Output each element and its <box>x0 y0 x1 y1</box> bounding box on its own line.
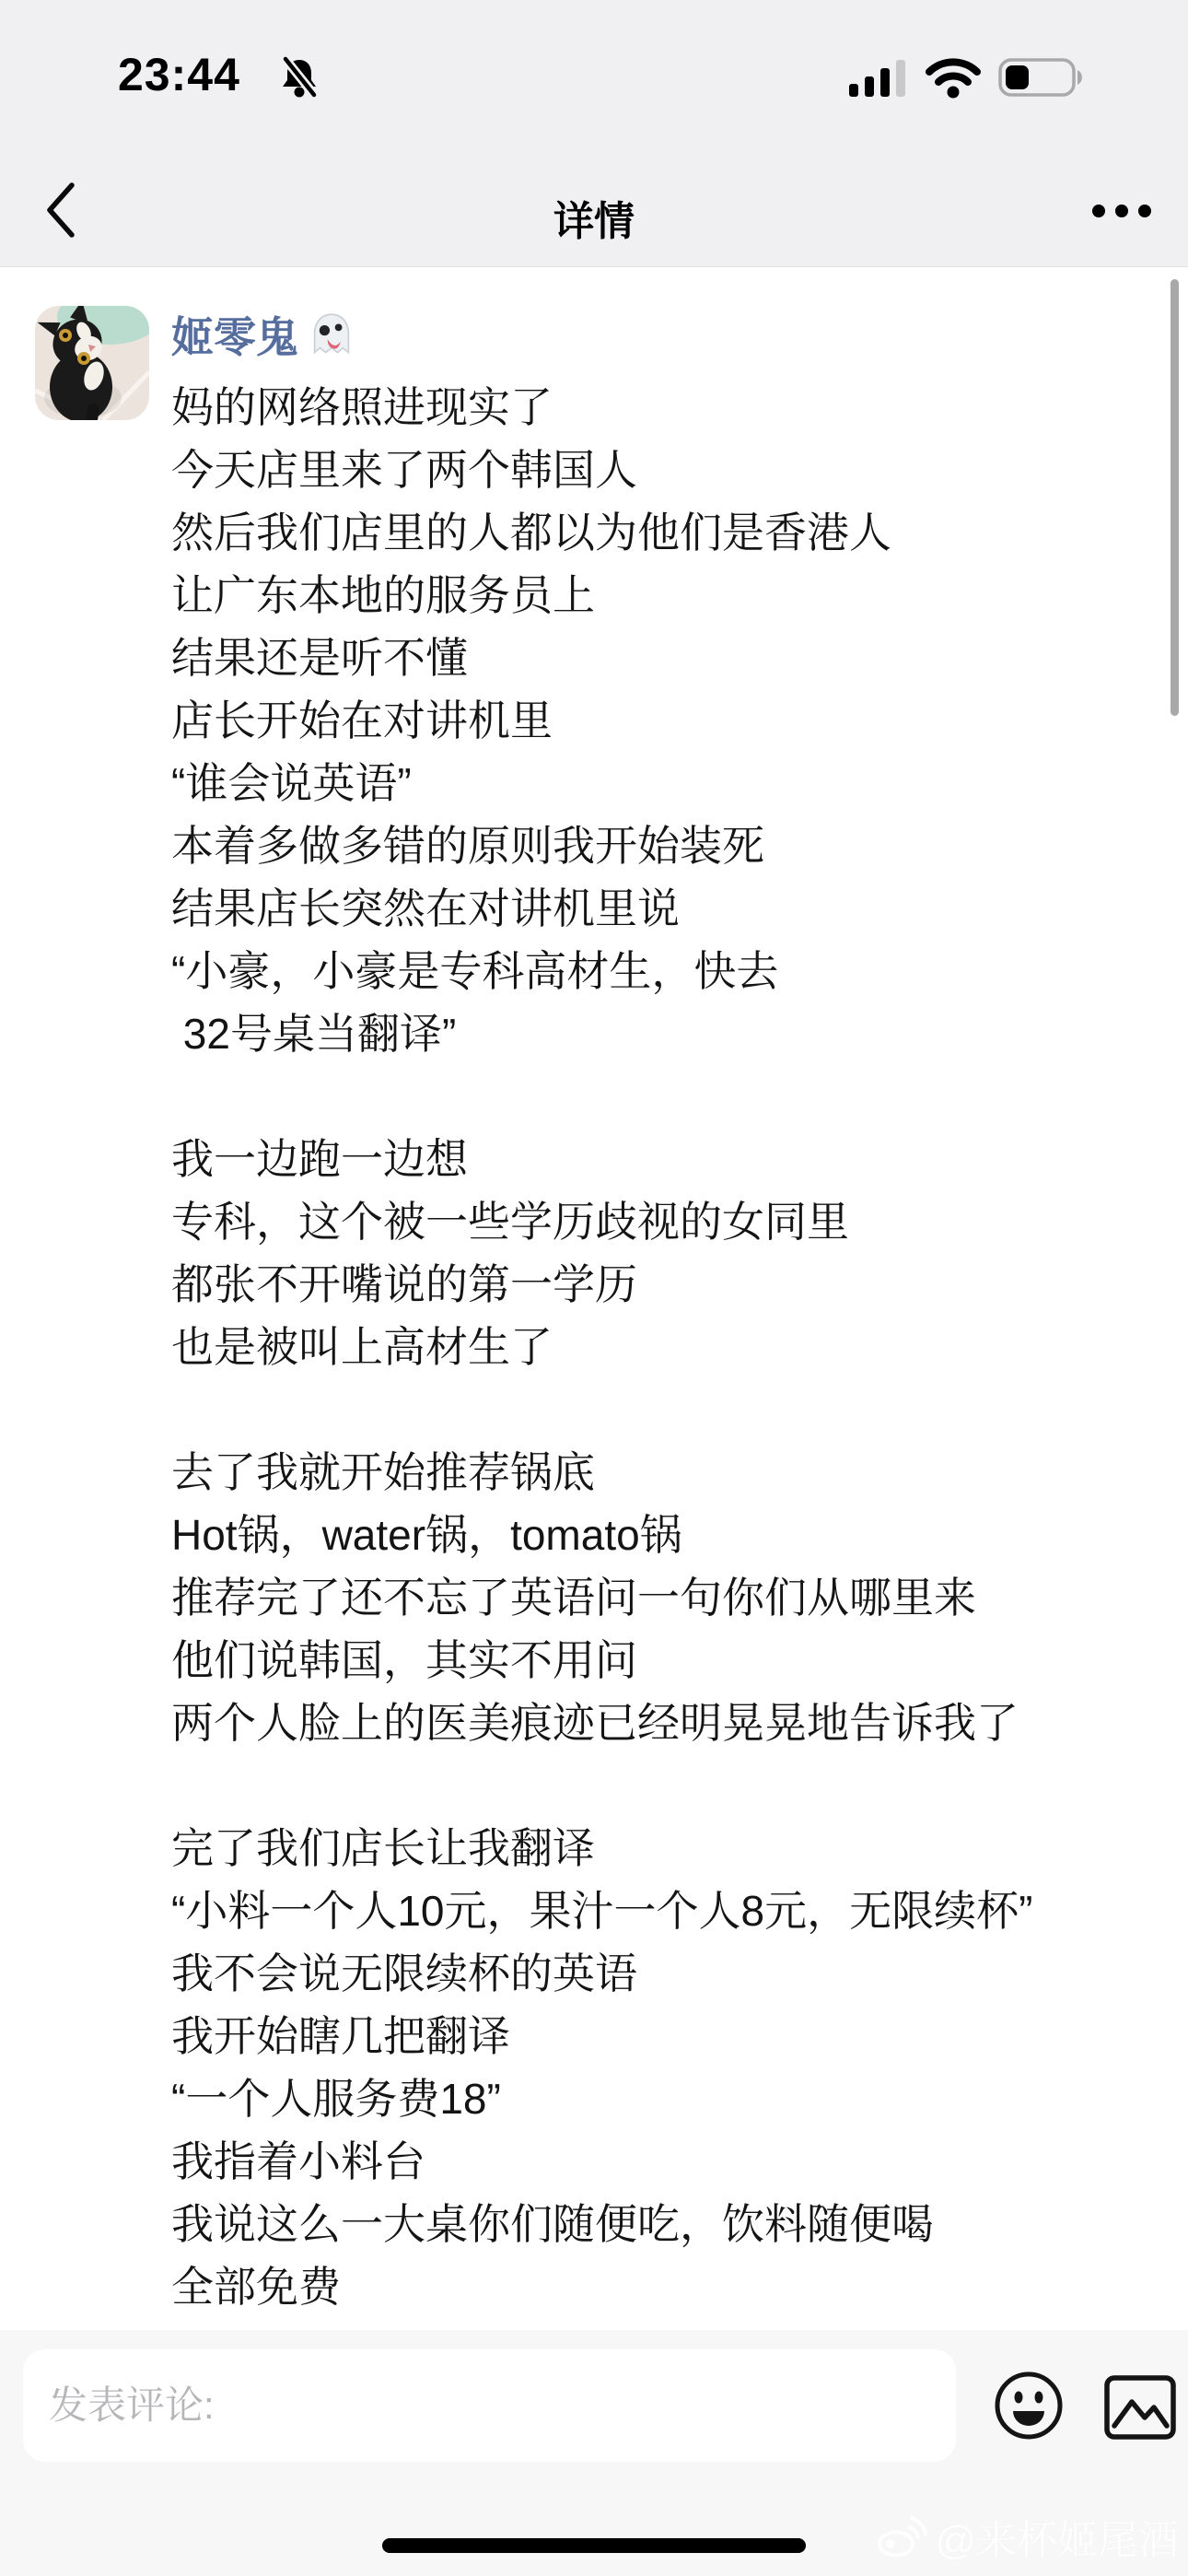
ellipsis-dot <box>1092 205 1105 217</box>
post-line: 我指着小料台 <box>171 2137 425 2185</box>
status-time: 23:44 <box>118 49 240 100</box>
post-line: Hot锅，water锅，tomato锅 <box>171 1511 682 1559</box>
post-line: 我说这么一大桌你们随便吃，饮料随便喝 <box>171 2200 934 2248</box>
watermark <box>876 2507 1179 2566</box>
post-line: 今天店里来了两个韩国人 <box>171 446 637 494</box>
post-content <box>0 267 1188 2330</box>
post-line: “小料一个人10元，果汁一个人8元，无限续杯” <box>171 1887 1033 1935</box>
comment-bar <box>0 2330 1188 2576</box>
post-line: 店长开始在对讲机里 <box>171 697 553 744</box>
cellular-signal-icon <box>849 58 908 97</box>
username-row[interactable] <box>171 308 355 361</box>
post-line: 他们说韩国，其实不用问 <box>171 1636 637 1684</box>
post-line: 妈的网络照进现实了 <box>171 383 553 431</box>
ellipsis-dot <box>1115 205 1128 217</box>
post-line: 32号桌当翻译” <box>171 1010 457 1058</box>
battery-icon <box>998 56 1085 99</box>
post-line: 结果还是听不懂 <box>171 634 468 682</box>
wifi-icon <box>925 56 982 99</box>
post-line: 全部免费 <box>171 2263 341 2311</box>
post-line: 专科，这个被一些学历歧视的女同里 <box>171 1198 849 1246</box>
post-line <box>171 1065 1151 1128</box>
post-line: 完了我们店长让我翻译 <box>171 1824 595 1872</box>
username: 姬零鬼 <box>171 313 298 361</box>
more-button[interactable] <box>1092 205 1151 217</box>
post-line: 然后我们店里的人都以为他们是香港人 <box>171 509 891 556</box>
cat-avatar-image <box>35 306 149 420</box>
post-line: 去了我就开始推荐锅底 <box>171 1448 595 1496</box>
home-indicator[interactable] <box>382 2538 806 2553</box>
post-line: 都张不开嘴说的第一学历 <box>171 1260 637 1308</box>
post-text <box>171 376 1151 2318</box>
post-line: “一个人服务费18” <box>171 2075 501 2123</box>
post-line <box>171 1754 1151 1817</box>
avatar[interactable] <box>35 306 149 420</box>
post-line: 让广东本地的服务员上 <box>171 571 595 619</box>
ghost-emoji-icon <box>308 310 355 358</box>
post-line: 也是被叫上高材生了 <box>171 1323 553 1371</box>
page-title: 详情 <box>553 199 635 244</box>
post-line: 我一边跑一边想 <box>171 1135 468 1183</box>
weibo-logo-icon <box>876 2514 927 2558</box>
emoji-smiley-icon[interactable] <box>993 2370 1065 2446</box>
post-line: “谁会说英语” <box>171 759 412 807</box>
comment-input[interactable] <box>23 2349 956 2462</box>
post-line: 结果店长突然在对讲机里说 <box>171 884 680 932</box>
image-picker-icon[interactable] <box>1103 2374 1177 2445</box>
post-line: 我不会说无限续杯的英语 <box>171 1950 637 1997</box>
watermark-text: @来杯姬尾酒 <box>935 2518 1179 2563</box>
ellipsis-dot <box>1138 205 1151 217</box>
scrollbar[interactable] <box>1171 279 1179 716</box>
post-line <box>171 1378 1151 1441</box>
post-line: 我开始瞎几把翻译 <box>171 2012 510 2060</box>
post-line: 两个人脸上的医美痕迹已经明晃晃地告诉我了 <box>171 1699 1019 1747</box>
post-line: 推荐完了还不忘了英语问一句你们从哪里来 <box>171 1574 976 1622</box>
post-line: “小豪，小豪是专科高材生，快去 <box>171 947 779 995</box>
status-icons <box>849 53 1085 101</box>
header <box>0 0 1188 267</box>
post-line: 本着多做多错的原则我开始装死 <box>171 822 764 870</box>
bell-slash-icon <box>278 55 320 104</box>
